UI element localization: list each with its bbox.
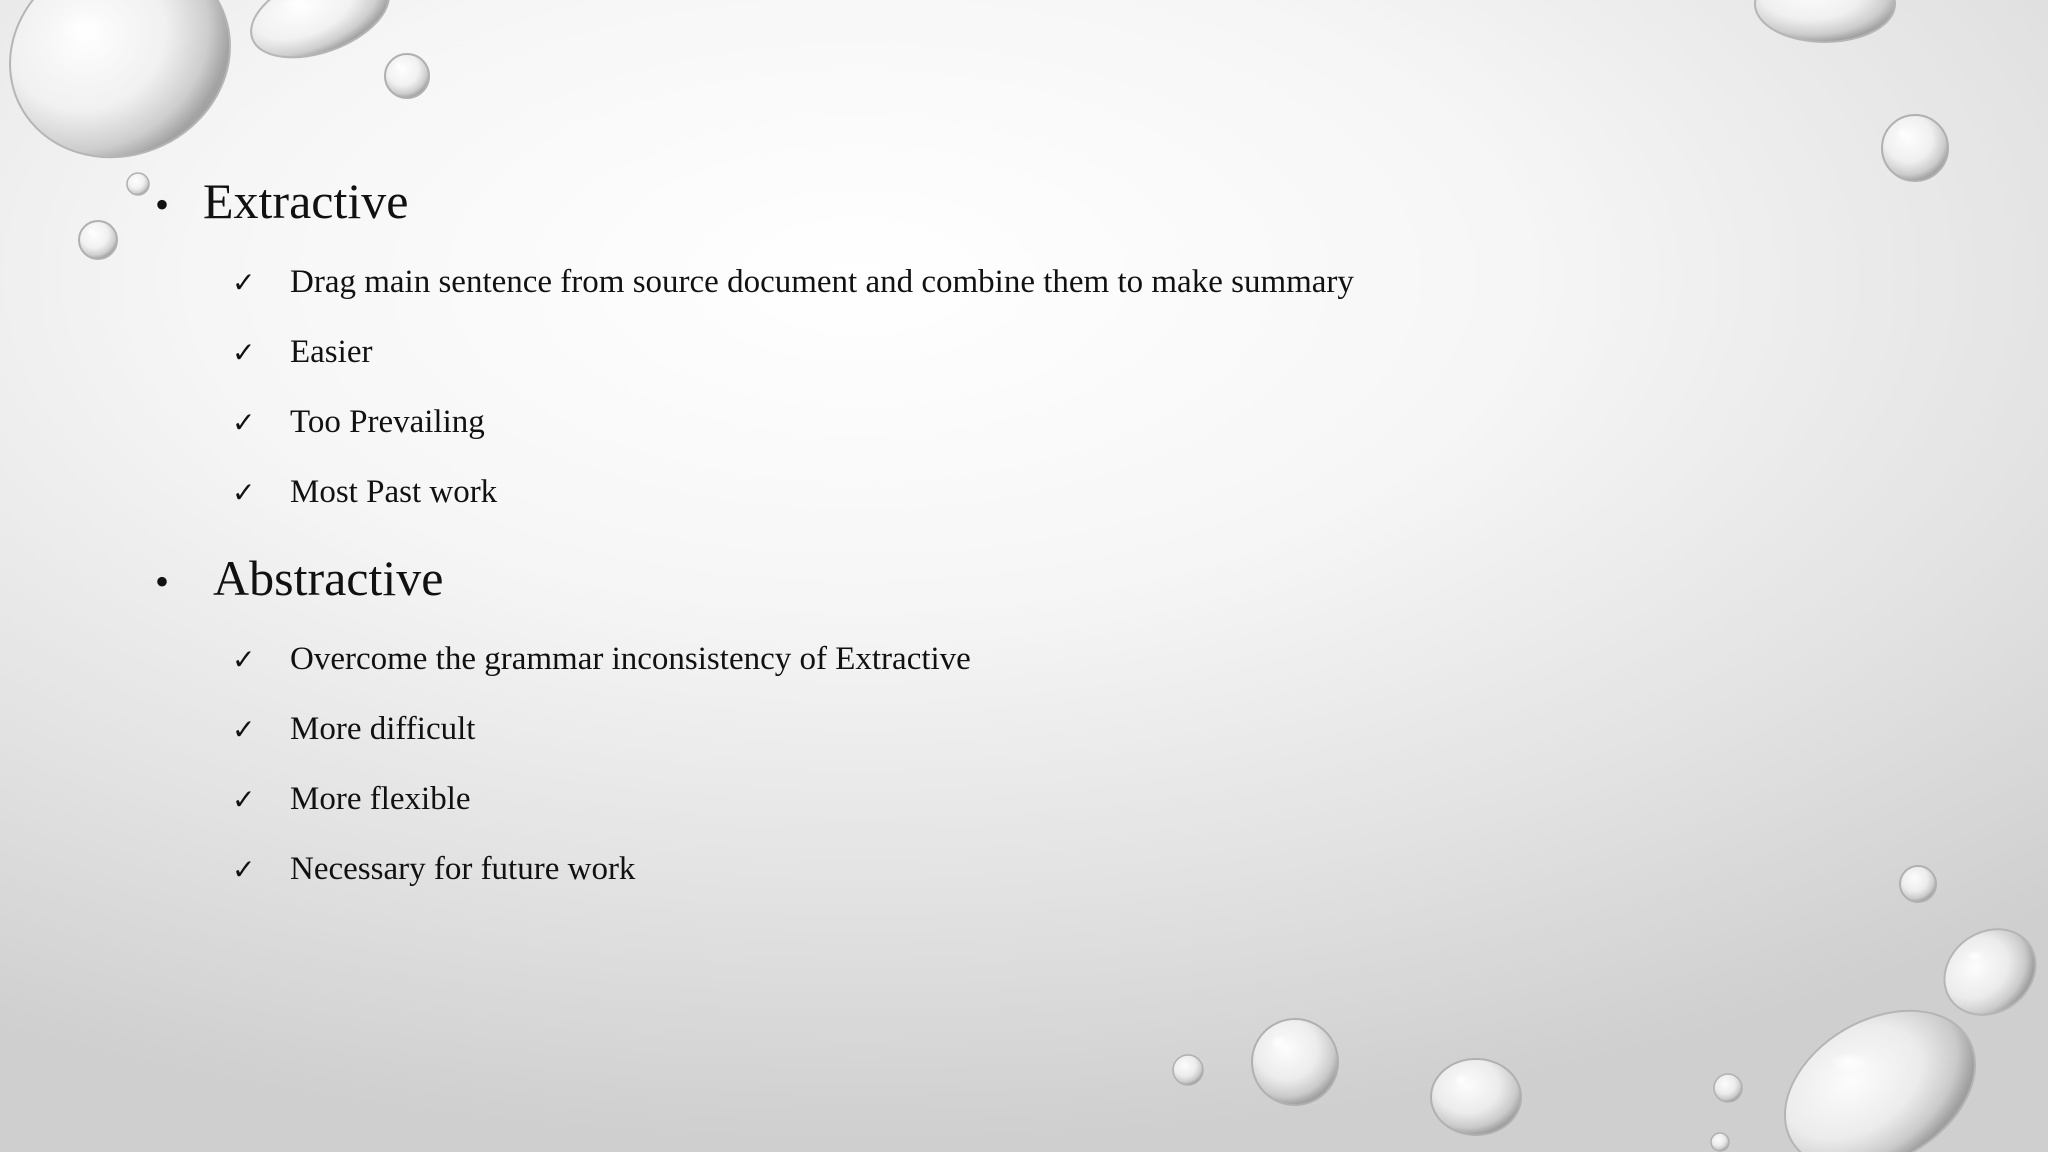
list-item-text: Too Prevailing (290, 404, 485, 440)
list-item (232, 474, 497, 511)
bullet-abstractive (155, 549, 443, 607)
list-item (232, 264, 1354, 301)
check-icon: ✓ (232, 476, 256, 509)
list-item (232, 334, 372, 371)
bullet-dot: • (155, 182, 170, 227)
list-item (232, 641, 971, 678)
check-icon: ✓ (232, 266, 256, 299)
list-item-text: More difficult (290, 711, 476, 747)
list-item (232, 781, 471, 818)
bullet-extractive (155, 172, 408, 230)
check-icon: ✓ (232, 406, 256, 439)
check-icon: ✓ (232, 643, 256, 676)
list-item (232, 711, 475, 748)
check-icon: ✓ (232, 713, 256, 746)
bullet-heading-abstractive: Abstractive (213, 550, 444, 606)
list-item (232, 404, 485, 441)
check-icon: ✓ (232, 336, 256, 369)
bullet-heading-extractive: Extractive (203, 173, 409, 229)
list-item-text: More flexible (290, 781, 471, 817)
list-item-text: Drag main sentence from source document and combine them to make summary (290, 264, 1354, 300)
check-icon: ✓ (232, 783, 256, 816)
list-item-text: Overcome the grammar inconsistency of Extractive (290, 641, 971, 677)
list-item-text: Easier (290, 334, 373, 370)
bullet-dot: • (155, 559, 170, 604)
check-icon: ✓ (232, 853, 256, 886)
list-item (232, 851, 635, 888)
list-item-text: Necessary for future work (290, 851, 636, 887)
list-item-text: Most Past work (290, 474, 498, 510)
